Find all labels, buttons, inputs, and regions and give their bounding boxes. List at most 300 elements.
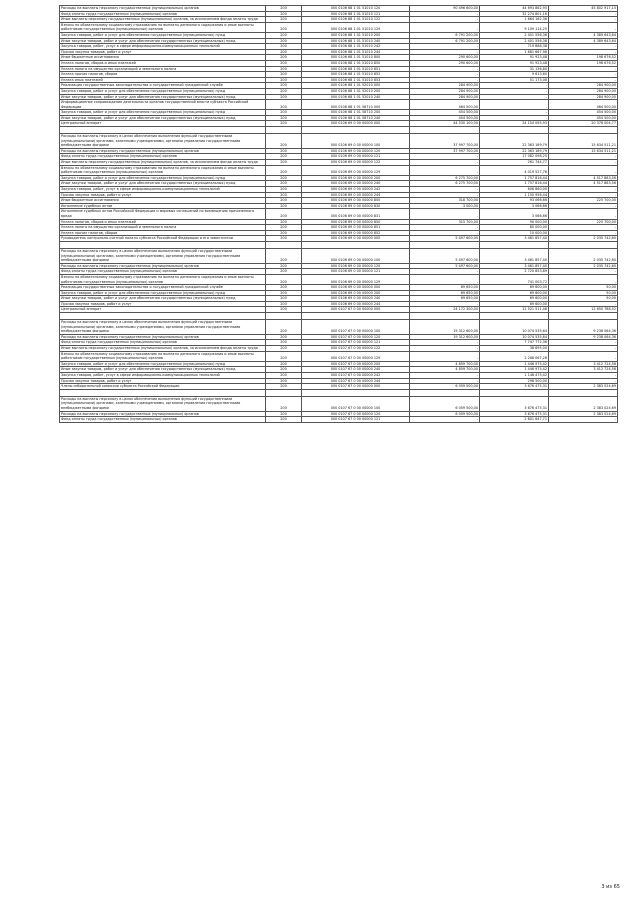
approved-amount-cell: - xyxy=(410,49,480,55)
unexecuted-amount-cell: - xyxy=(549,72,618,78)
executed-amount-cell: 69 600,00 xyxy=(480,296,549,302)
row-name-cell: Уплата налогов, сборов и иных платежей xyxy=(60,219,266,225)
line-code-cell: 200 xyxy=(266,296,302,302)
budget-execution-table xyxy=(59,5,618,423)
table-row xyxy=(60,134,618,149)
approved-amount-cell: 284 900,00 xyxy=(410,88,480,94)
line-code-cell: 200 xyxy=(266,320,302,335)
budget-code-cell: 000 0107 67 0 00 00000 240 xyxy=(302,367,410,373)
unexecuted-amount-cell: 20 378 004,77 xyxy=(549,121,618,127)
executed-amount-cell: 17 082 098,25 xyxy=(480,154,549,160)
unexecuted-amount-cell: 9 238 064,36 xyxy=(549,320,618,335)
row-name-cell: Исполнение судебных актов Российской Федерации и мировых соглашений по возмещению причиненного вреда xyxy=(60,209,266,219)
executed-amount-cell: 261 744,77 xyxy=(480,160,549,166)
unexecuted-amount-cell: 9 238 064,36 xyxy=(549,334,618,340)
executed-amount-cell: - xyxy=(480,88,549,94)
executed-amount-cell: 80 000,00 xyxy=(480,225,549,231)
executed-amount-cell: 3 066,66 xyxy=(480,203,549,209)
executed-amount-cell: 7 747 772,36 xyxy=(480,340,549,346)
row-name-cell: Расходы на выплаты персоналу государственных (муниципальных) органов xyxy=(60,148,266,154)
approved-amount-cell: - xyxy=(410,22,480,32)
budget-code-cell: 000 0107 67 0 00 00000 100 xyxy=(302,396,410,411)
unexecuted-amount-cell: - xyxy=(549,192,618,198)
row-name-cell: Закупка товаров, работ и услуг для обеспечения государственных (муниципальных) нужд xyxy=(60,290,266,296)
unexecuted-amount-cell: - xyxy=(549,22,618,32)
approved-amount-cell: 284 900,00 xyxy=(410,94,480,100)
table-row xyxy=(60,11,618,17)
approved-amount-cell: - xyxy=(410,11,480,17)
row-name-cell: Прочая закупка товаров, работ и услуг xyxy=(60,301,266,307)
executed-amount-cell: 69 600,00 xyxy=(480,285,549,291)
executed-amount-cell: 91 923,48 xyxy=(480,55,549,61)
approved-amount-cell: - xyxy=(410,378,480,384)
table-row xyxy=(60,187,618,193)
unexecuted-amount-cell: 4 389 643,64 xyxy=(549,38,618,44)
budget-code-cell: 000 0106 69 0 00 00000 851 xyxy=(302,225,410,231)
row-name-cell: Члены избирательной комиссии субъекта Российской Федерации xyxy=(60,384,266,390)
approved-amount-cell: 69 650,00 xyxy=(410,285,480,291)
executed-amount-cell xyxy=(480,313,549,320)
row-name-cell: Центральный аппарат xyxy=(60,121,266,127)
row-name-cell: Закупка товаров, работ, услуг в сфере информационно-коммуникационных технологий xyxy=(60,44,266,50)
budget-code-cell: 000 0107 67 0 00 00000 000 xyxy=(302,307,410,313)
approved-amount-cell: - xyxy=(410,160,480,166)
table-row xyxy=(60,165,618,175)
unexecuted-amount-cell: 3 412 724,58 xyxy=(549,367,618,373)
executed-amount-cell: - xyxy=(480,110,549,116)
unexecuted-amount-cell xyxy=(549,241,618,248)
approved-amount-cell: 4 859 700,00 xyxy=(410,367,480,373)
row-name-cell xyxy=(60,313,266,320)
budget-code-cell: 000 0106 68 1 01 51010 120 xyxy=(302,6,410,12)
row-name-cell: Исполнение судебных актов xyxy=(60,203,266,209)
line-code-cell: 200 xyxy=(266,134,302,149)
spacer-row xyxy=(60,313,618,320)
unexecuted-amount-cell: - xyxy=(549,417,618,423)
table-row xyxy=(60,396,618,411)
approved-amount-cell: - xyxy=(410,77,480,83)
line-code-cell: 200 xyxy=(266,154,302,160)
executed-amount-cell: 3 461 857,40 xyxy=(480,248,549,263)
executed-amount-cell: 38 695,00 xyxy=(480,346,549,352)
budget-code-cell: 000 0106 69 0 00 00000 000 xyxy=(302,285,410,291)
approved-amount-cell: - xyxy=(410,225,480,231)
line-code-cell: 200 xyxy=(266,384,302,390)
budget-code-cell: 000 0106 69 0 00 00000 120 xyxy=(302,148,410,154)
table-row xyxy=(60,38,618,44)
approved-amount-cell: 3 000,00 xyxy=(410,203,480,209)
line-code-cell: 200 xyxy=(266,187,302,193)
unexecuted-amount-cell: - xyxy=(549,49,618,55)
executed-amount-cell: - xyxy=(480,94,549,100)
row-name-cell: Закупка товаров, работ и услуг для обеспечения государственных (муниципальных) нужд xyxy=(60,88,266,94)
executed-amount-cell: - xyxy=(480,115,549,121)
table-row xyxy=(60,320,618,335)
budget-code-cell: 000 0106 69 0 00 00000 121 xyxy=(302,269,410,275)
unexecuted-amount-cell: 225 700,00 xyxy=(549,198,618,204)
executed-amount-cell: 1 664 162,36 xyxy=(480,17,549,23)
row-name-cell: Уплата прочих налогов, сборов xyxy=(60,230,266,236)
line-code-cell: 200 xyxy=(266,38,302,44)
budget-code-cell: 000 0106 69 0 00 00000 121 xyxy=(302,154,410,160)
budget-code-cell: 000 0106 69 0 00 00000 120 xyxy=(302,263,410,269)
line-code-cell: 200 xyxy=(266,100,302,110)
executed-amount-cell: 741 003,72 xyxy=(480,274,549,284)
approved-amount-cell: 5 497 600,00 xyxy=(410,263,480,269)
unexecuted-amount-cell: - xyxy=(549,346,618,352)
line-code-cell: 200 xyxy=(266,55,302,61)
executed-amount-cell: 3 461 857,40 xyxy=(480,236,549,242)
unexecuted-amount-cell: 15 634 511,21 xyxy=(549,148,618,154)
row-name-cell: Взносы по обязательному социальному страхованию на выплаты денежного содержания и иные выплаты работникам государственных (муниципальных) органов xyxy=(60,274,266,284)
approved-amount-cell xyxy=(410,127,480,134)
approved-amount-cell: - xyxy=(410,417,480,423)
approved-amount-cell xyxy=(410,241,480,248)
table-row xyxy=(60,367,618,373)
unexecuted-amount-cell: 4 389 643,64 xyxy=(549,32,618,38)
budget-code-cell: 000 0107 67 0 00 00000 120 xyxy=(302,411,410,417)
budget-code-cell: 000 0107 67 0 00 00000 200 xyxy=(302,361,410,367)
executed-amount-cell: 606 860,00 xyxy=(480,187,549,193)
executed-amount-cell xyxy=(480,127,549,134)
line-code-cell: 200 xyxy=(266,160,302,166)
table-row xyxy=(60,361,618,367)
line-code-cell: 200 xyxy=(266,236,302,242)
budget-code-cell: 000 0106 68 1 01 51010 850 xyxy=(302,60,410,66)
executed-amount-cell: 9 109 114,25 xyxy=(480,22,549,32)
budget-code-cell: 000 0107 67 0 00 00000 121 xyxy=(302,417,410,423)
row-name-cell: Фонд оплаты труда государственных (муниципальных) органов xyxy=(60,340,266,346)
table-row xyxy=(60,384,618,390)
line-code-cell: 200 xyxy=(266,181,302,187)
line-code-cell: 200 xyxy=(266,373,302,379)
budget-code-cell: 000 0106 68 1 01 51010 240 xyxy=(302,38,410,44)
row-name-cell: Уплата налога на имущество организаций и земельного налога xyxy=(60,66,266,72)
budget-code-cell: 000 0106 69 0 00 00000 830 xyxy=(302,203,410,209)
line-code-cell: 200 xyxy=(266,361,302,367)
budget-code-cell: 000 0106 68 1 01 52010 200 xyxy=(302,88,410,94)
executed-amount-cell: 719 888,38 xyxy=(480,44,549,50)
approved-amount-cell: 4 859 700,00 xyxy=(410,361,480,367)
budget-code-cell: 000 0106 69 0 00 00000 240 xyxy=(302,296,410,302)
executed-amount-cell xyxy=(480,241,549,248)
executed-amount-cell: 91 923,48 xyxy=(480,60,549,66)
unexecuted-amount-cell: - xyxy=(549,44,618,50)
row-name-cell: Уплата прочих налогов, сборов xyxy=(60,72,266,78)
budget-code-cell: 000 0106 69 0 00 00000 100 xyxy=(302,248,410,263)
table-row xyxy=(60,32,618,38)
table-row xyxy=(60,22,618,32)
line-code-cell xyxy=(266,389,302,396)
unexecuted-amount-cell: 2 035 742,60 xyxy=(549,263,618,269)
approved-amount-cell: 24 172 300,00 xyxy=(410,307,480,313)
line-code-cell: 200 xyxy=(266,307,302,313)
line-code-cell: 200 xyxy=(266,44,302,50)
executed-amount-cell: 51 173,08 xyxy=(480,77,549,83)
line-code-cell: 200 xyxy=(266,411,302,417)
executed-amount-cell: 44 693 862,95 xyxy=(480,6,549,12)
line-code-cell: 200 xyxy=(266,83,302,89)
page-number: 3 из 65 xyxy=(601,884,620,890)
line-code-cell: 200 xyxy=(266,115,302,121)
line-code-cell: 200 xyxy=(266,49,302,55)
budget-code-cell: 000 0106 68 1 01 52010 000 xyxy=(302,83,410,89)
unexecuted-amount-cell: 4 517 883,56 xyxy=(549,181,618,187)
budget-code-cell: 000 0106 69 0 00 00000 242 xyxy=(302,187,410,193)
budget-code-cell: 000 0107 67 0 00 00000 121 xyxy=(302,340,410,346)
executed-amount-cell: 2 720 853,89 xyxy=(480,269,549,275)
line-code-cell: 200 xyxy=(266,6,302,12)
row-name-cell: Фонд оплаты труда государственных (муниципальных) органов xyxy=(60,269,266,275)
unexecuted-amount-cell: 2 383 024,69 xyxy=(549,396,618,411)
row-name-cell xyxy=(60,127,266,134)
budget-code-cell: 000 0106 69 0 00 00000 000 xyxy=(302,236,410,242)
row-name-cell: Центральный аппарат xyxy=(60,307,266,313)
line-code-cell: 200 xyxy=(266,148,302,154)
unexecuted-amount-cell: 198 676,52 xyxy=(549,60,618,66)
budget-code-cell: 000 0106 69 0 00 00000 122 xyxy=(302,160,410,166)
row-name-cell: Реализация государственных законодательства о государственной гражданской службе xyxy=(60,285,266,291)
unexecuted-amount-cell: 2 035 742,60 xyxy=(549,248,618,263)
row-name-cell: Иные закупки товаров, работ и услуг для обеспечения государственных (муниципальных) нужд xyxy=(60,181,266,187)
approved-amount-cell: - xyxy=(410,154,480,160)
row-name-cell: Взносы по обязательному социальному страхованию на выплаты денежного содержания и иные выплаты работникам государственных (муниципальных) органов xyxy=(60,165,266,175)
approved-amount-cell: - xyxy=(410,187,480,193)
executed-amount-cell: 2 401 556,36 xyxy=(480,38,549,44)
budget-code-cell: 000 0106 68 1 01 58710 240 xyxy=(302,115,410,121)
executed-amount-cell: 11 521 511,48 xyxy=(480,307,549,313)
table-row xyxy=(60,296,618,302)
executed-amount-cell: 3 461 857,40 xyxy=(480,263,549,269)
table-row xyxy=(60,334,618,340)
line-code-cell: 200 xyxy=(266,17,302,23)
table-row xyxy=(60,44,618,50)
approved-amount-cell: - xyxy=(410,269,480,275)
approved-amount-cell: - xyxy=(410,274,480,284)
line-code-cell: 200 xyxy=(266,378,302,384)
row-name-cell: Прочая закупка товаров, работ и услуг xyxy=(60,378,266,384)
executed-amount-cell: 3 676 475,31 xyxy=(480,384,549,390)
unexecuted-amount-cell xyxy=(549,313,618,320)
unexecuted-amount-cell: 284 900,00 xyxy=(549,83,618,89)
approved-amount-cell: - xyxy=(410,373,480,379)
executed-amount-cell: 22 363 189,79 xyxy=(480,134,549,149)
unexecuted-amount-cell: - xyxy=(549,269,618,275)
line-code-cell: 200 xyxy=(266,203,302,209)
approved-amount-cell: 315 700,00 xyxy=(410,219,480,225)
row-name-cell: Закупка товаров, работ и услуг для обеспечения государственных (муниципальных) нужд xyxy=(60,361,266,367)
approved-amount-cell: 19 312 600,00 xyxy=(410,320,480,335)
table-row xyxy=(60,340,618,346)
budget-code-cell: 000 0106 69 0 00 00000 244 xyxy=(302,301,410,307)
line-code-cell: 200 xyxy=(266,175,302,181)
row-name-cell: Фонд оплаты труда государственных (муниципальных) органов xyxy=(60,11,266,17)
executed-amount-cell: 1 681 667,98 xyxy=(480,49,549,55)
line-code-cell: 200 xyxy=(266,263,302,269)
spacer-row xyxy=(60,241,618,248)
approved-amount-cell: - xyxy=(410,165,480,175)
unexecuted-amount-cell: 454 500,00 xyxy=(549,110,618,116)
row-name-cell: Расходы на выплаты персоналу государственных (муниципальных) органов xyxy=(60,263,266,269)
row-name-cell: Расходы на выплаты персоналу в целях обеспечения выполнения функций государственными (муниципальными) органами, казенными учреждениями, органами управления государственными внебюджетными фондами xyxy=(60,248,266,263)
budget-code-cell: 000 0106 69 0 00 00000 000 xyxy=(302,121,410,127)
unexecuted-amount-cell: - xyxy=(549,17,618,23)
table-row xyxy=(60,346,618,352)
unexecuted-amount-cell: 12 650 788,52 xyxy=(549,307,618,313)
row-name-cell: Взносы по обязательному социальному страхованию на выплаты денежного содержания и иные выплаты работникам государственных (муниципальных) органов xyxy=(60,22,266,32)
row-name-cell: Расходы на выплаты персоналу в целях обеспечения выполнения функций государственными (муниципальными) органами, казенными учреждениями, органами управления государственными внебюджетными фондами xyxy=(60,396,266,411)
approved-amount-cell: 5 497 600,00 xyxy=(410,236,480,242)
line-code-cell: 200 xyxy=(266,340,302,346)
unexecuted-amount-cell: - xyxy=(549,187,618,193)
table-row xyxy=(60,181,618,187)
row-name-cell: Закупка товаров, работ, услуг в сфере информационно-коммуникационных технологий xyxy=(60,187,266,193)
budget-code-cell: 000 0107 67 0 00 00000 120 xyxy=(302,334,410,340)
line-code-cell: 200 xyxy=(266,269,302,275)
executed-amount-cell: 2 401 556,36 xyxy=(480,32,549,38)
executed-amount-cell xyxy=(480,389,549,396)
unexecuted-amount-cell: 4 517 883,56 xyxy=(549,175,618,181)
line-code-cell: 200 xyxy=(266,165,302,175)
unexecuted-amount-cell: 50,00 xyxy=(549,290,618,296)
row-name-cell: Иные выплаты персоналу государственных (муниципальных) органов, за исключением фонда оплаты труда xyxy=(60,346,266,352)
line-code-cell xyxy=(266,127,302,134)
row-name-cell: Закупка товаров, работ, услуг в сфере информационно-коммуникационных технологий xyxy=(60,373,266,379)
table-row xyxy=(60,373,618,379)
approved-amount-cell: 6 059 500,00 xyxy=(410,384,480,390)
executed-amount-cell: 10 074 535,64 xyxy=(480,320,549,335)
line-code-cell: 200 xyxy=(266,225,302,231)
row-name-cell: Закупка товаров, работ и услуг для обеспечения государственных (муниципальных) нужд xyxy=(60,175,266,181)
table-row xyxy=(60,66,618,72)
executed-amount-cell: 31 136,80 xyxy=(480,66,549,72)
budget-code-cell: 000 0106 69 0 00 00000 852 xyxy=(302,230,410,236)
approved-amount-cell xyxy=(410,389,480,396)
budget-code-cell: 000 0106 69 0 00 00000 240 xyxy=(302,181,410,187)
unexecuted-amount-cell: - xyxy=(549,154,618,160)
unexecuted-amount-cell: - xyxy=(549,274,618,284)
approved-amount-cell: 6 275 700,00 xyxy=(410,181,480,187)
line-code-cell: 200 xyxy=(266,66,302,72)
table-row xyxy=(60,351,618,361)
approved-amount-cell: - xyxy=(410,230,480,236)
line-code-cell: 200 xyxy=(266,417,302,423)
unexecuted-amount-cell xyxy=(549,127,618,134)
line-code-cell: 200 xyxy=(266,88,302,94)
unexecuted-amount-cell: - xyxy=(549,225,618,231)
approved-amount-cell: 69 650,00 xyxy=(410,296,480,302)
row-name-cell: Прочая закупка товаров, работ и услуг xyxy=(60,192,266,198)
budget-code-cell: 000 0106 68 1 01 58710 200 xyxy=(302,110,410,116)
executed-amount-cell: 32 274 801,16 xyxy=(480,11,549,17)
approved-amount-cell: 37 997 700,00 xyxy=(410,134,480,149)
table-row xyxy=(60,17,618,23)
approved-amount-cell: 290 600,00 xyxy=(410,60,480,66)
table-row xyxy=(60,148,618,154)
table-row xyxy=(60,6,618,12)
budget-code-cell: 000 0106 68 1 01 51010 122 xyxy=(302,17,410,23)
line-code-cell xyxy=(266,241,302,248)
unexecuted-amount-cell: 2 383 024,69 xyxy=(549,384,618,390)
executed-amount-cell: 69 600,00 xyxy=(480,301,549,307)
approved-amount-cell: - xyxy=(410,351,480,361)
budget-code-cell: 000 0107 67 0 00 00000 244 xyxy=(302,378,410,384)
budget-code-cell: 000 0106 69 0 00 00000 129 xyxy=(302,165,410,175)
approved-amount-cell: 318 700,00 xyxy=(410,198,480,204)
budget-code-cell: 000 0107 67 0 00 00000 129 xyxy=(302,351,410,361)
line-code-cell: 200 xyxy=(266,11,302,17)
unexecuted-amount-cell: - xyxy=(549,203,618,209)
unexecuted-amount-cell: 15 634 511,21 xyxy=(549,134,618,149)
budget-code-cell: 000 0106 68 1 01 51010 200 xyxy=(302,32,410,38)
row-name-cell xyxy=(60,241,266,248)
unexecuted-amount-cell: 284 900,00 xyxy=(549,94,618,100)
executed-amount-cell: - xyxy=(480,100,549,110)
unexecuted-amount-cell: 50,00 xyxy=(549,296,618,302)
executed-amount-cell: 90 000,00 xyxy=(480,219,549,225)
line-code-cell: 200 xyxy=(266,290,302,296)
budget-code-cell xyxy=(302,389,410,396)
row-name-cell: Иные закупки товаров, работ и услуг для обеспечения государственных (муниципальных) нужд xyxy=(60,367,266,373)
executed-amount-cell: 1 757 816,44 xyxy=(480,181,549,187)
line-code-cell: 200 xyxy=(266,396,302,411)
row-name-cell: Информационное сопровождение деятельности органов государственной власти субъекта Российской Федерации xyxy=(60,100,266,110)
budget-code-cell: 000 0106 68 1 01 51010 800 xyxy=(302,55,410,61)
approved-amount-cell: 44 530 100,00 xyxy=(410,121,480,127)
executed-amount-cell: 1 757 816,44 xyxy=(480,175,549,181)
table-row xyxy=(60,417,618,423)
table-row xyxy=(60,160,618,166)
table-row xyxy=(60,285,618,291)
approved-amount-cell: 284 900,00 xyxy=(410,83,480,89)
approved-amount-cell: - xyxy=(410,192,480,198)
executed-amount-cell: 10 074 535,64 xyxy=(480,334,549,340)
unexecuted-amount-cell: - xyxy=(549,209,618,219)
row-name-cell: Фонд оплаты труда государственных (муниципальных) органов xyxy=(60,154,266,160)
row-name-cell: Взносы по обязательному социальному страхованию на выплаты денежного содержания и иные выплаты работникам государственных (муниципальных) органов xyxy=(60,351,266,361)
line-code-cell xyxy=(266,313,302,320)
unexecuted-amount-cell: 284 900,00 xyxy=(549,88,618,94)
budget-code-cell: 000 0106 69 0 00 00000 100 xyxy=(302,134,410,149)
unexecuted-amount-cell: - xyxy=(549,77,618,83)
line-code-cell: 200 xyxy=(266,198,302,204)
budget-code-cell: 000 0106 68 1 01 51010 129 xyxy=(302,22,410,32)
unexecuted-amount-cell: - xyxy=(549,373,618,379)
budget-code-cell: 000 0106 68 1 01 58710 000 xyxy=(302,100,410,110)
approved-amount-cell: 90 496 600,00 xyxy=(410,6,480,12)
table-row xyxy=(60,263,618,269)
unexecuted-amount-cell: - xyxy=(549,165,618,175)
budget-code-cell: 000 0106 69 0 00 00000 800 xyxy=(302,198,410,204)
budget-code-cell: 000 0106 68 1 01 51010 852 xyxy=(302,72,410,78)
executed-amount-cell: 1 148 475,42 xyxy=(480,373,549,379)
approved-amount-cell: - xyxy=(410,209,480,219)
line-code-cell: 200 xyxy=(266,192,302,198)
executed-amount-cell: 1 446 975,42 xyxy=(480,361,549,367)
approved-amount-cell xyxy=(410,313,480,320)
approved-amount-cell: - xyxy=(410,340,480,346)
budget-code-cell: 000 0107 67 0 00 00000 000 xyxy=(302,384,410,390)
executed-amount-cell: 1 446 975,42 xyxy=(480,367,549,373)
line-code-cell: 200 xyxy=(266,301,302,307)
line-code-cell: 200 xyxy=(266,367,302,373)
budget-table-sheet xyxy=(59,5,617,423)
row-name-cell: Закупка товаров, работ и услуг для обеспечения государственных (муниципальных) нужд xyxy=(60,32,266,38)
budget-code-cell: 000 0107 67 0 00 00000 100 xyxy=(302,320,410,335)
row-name-cell: Иные выплаты персоналу государственных (муниципальных) органов, за исключением фонда оплаты труда xyxy=(60,160,266,166)
executed-amount-cell: 3 676 475,31 xyxy=(480,411,549,417)
table-row xyxy=(60,248,618,263)
